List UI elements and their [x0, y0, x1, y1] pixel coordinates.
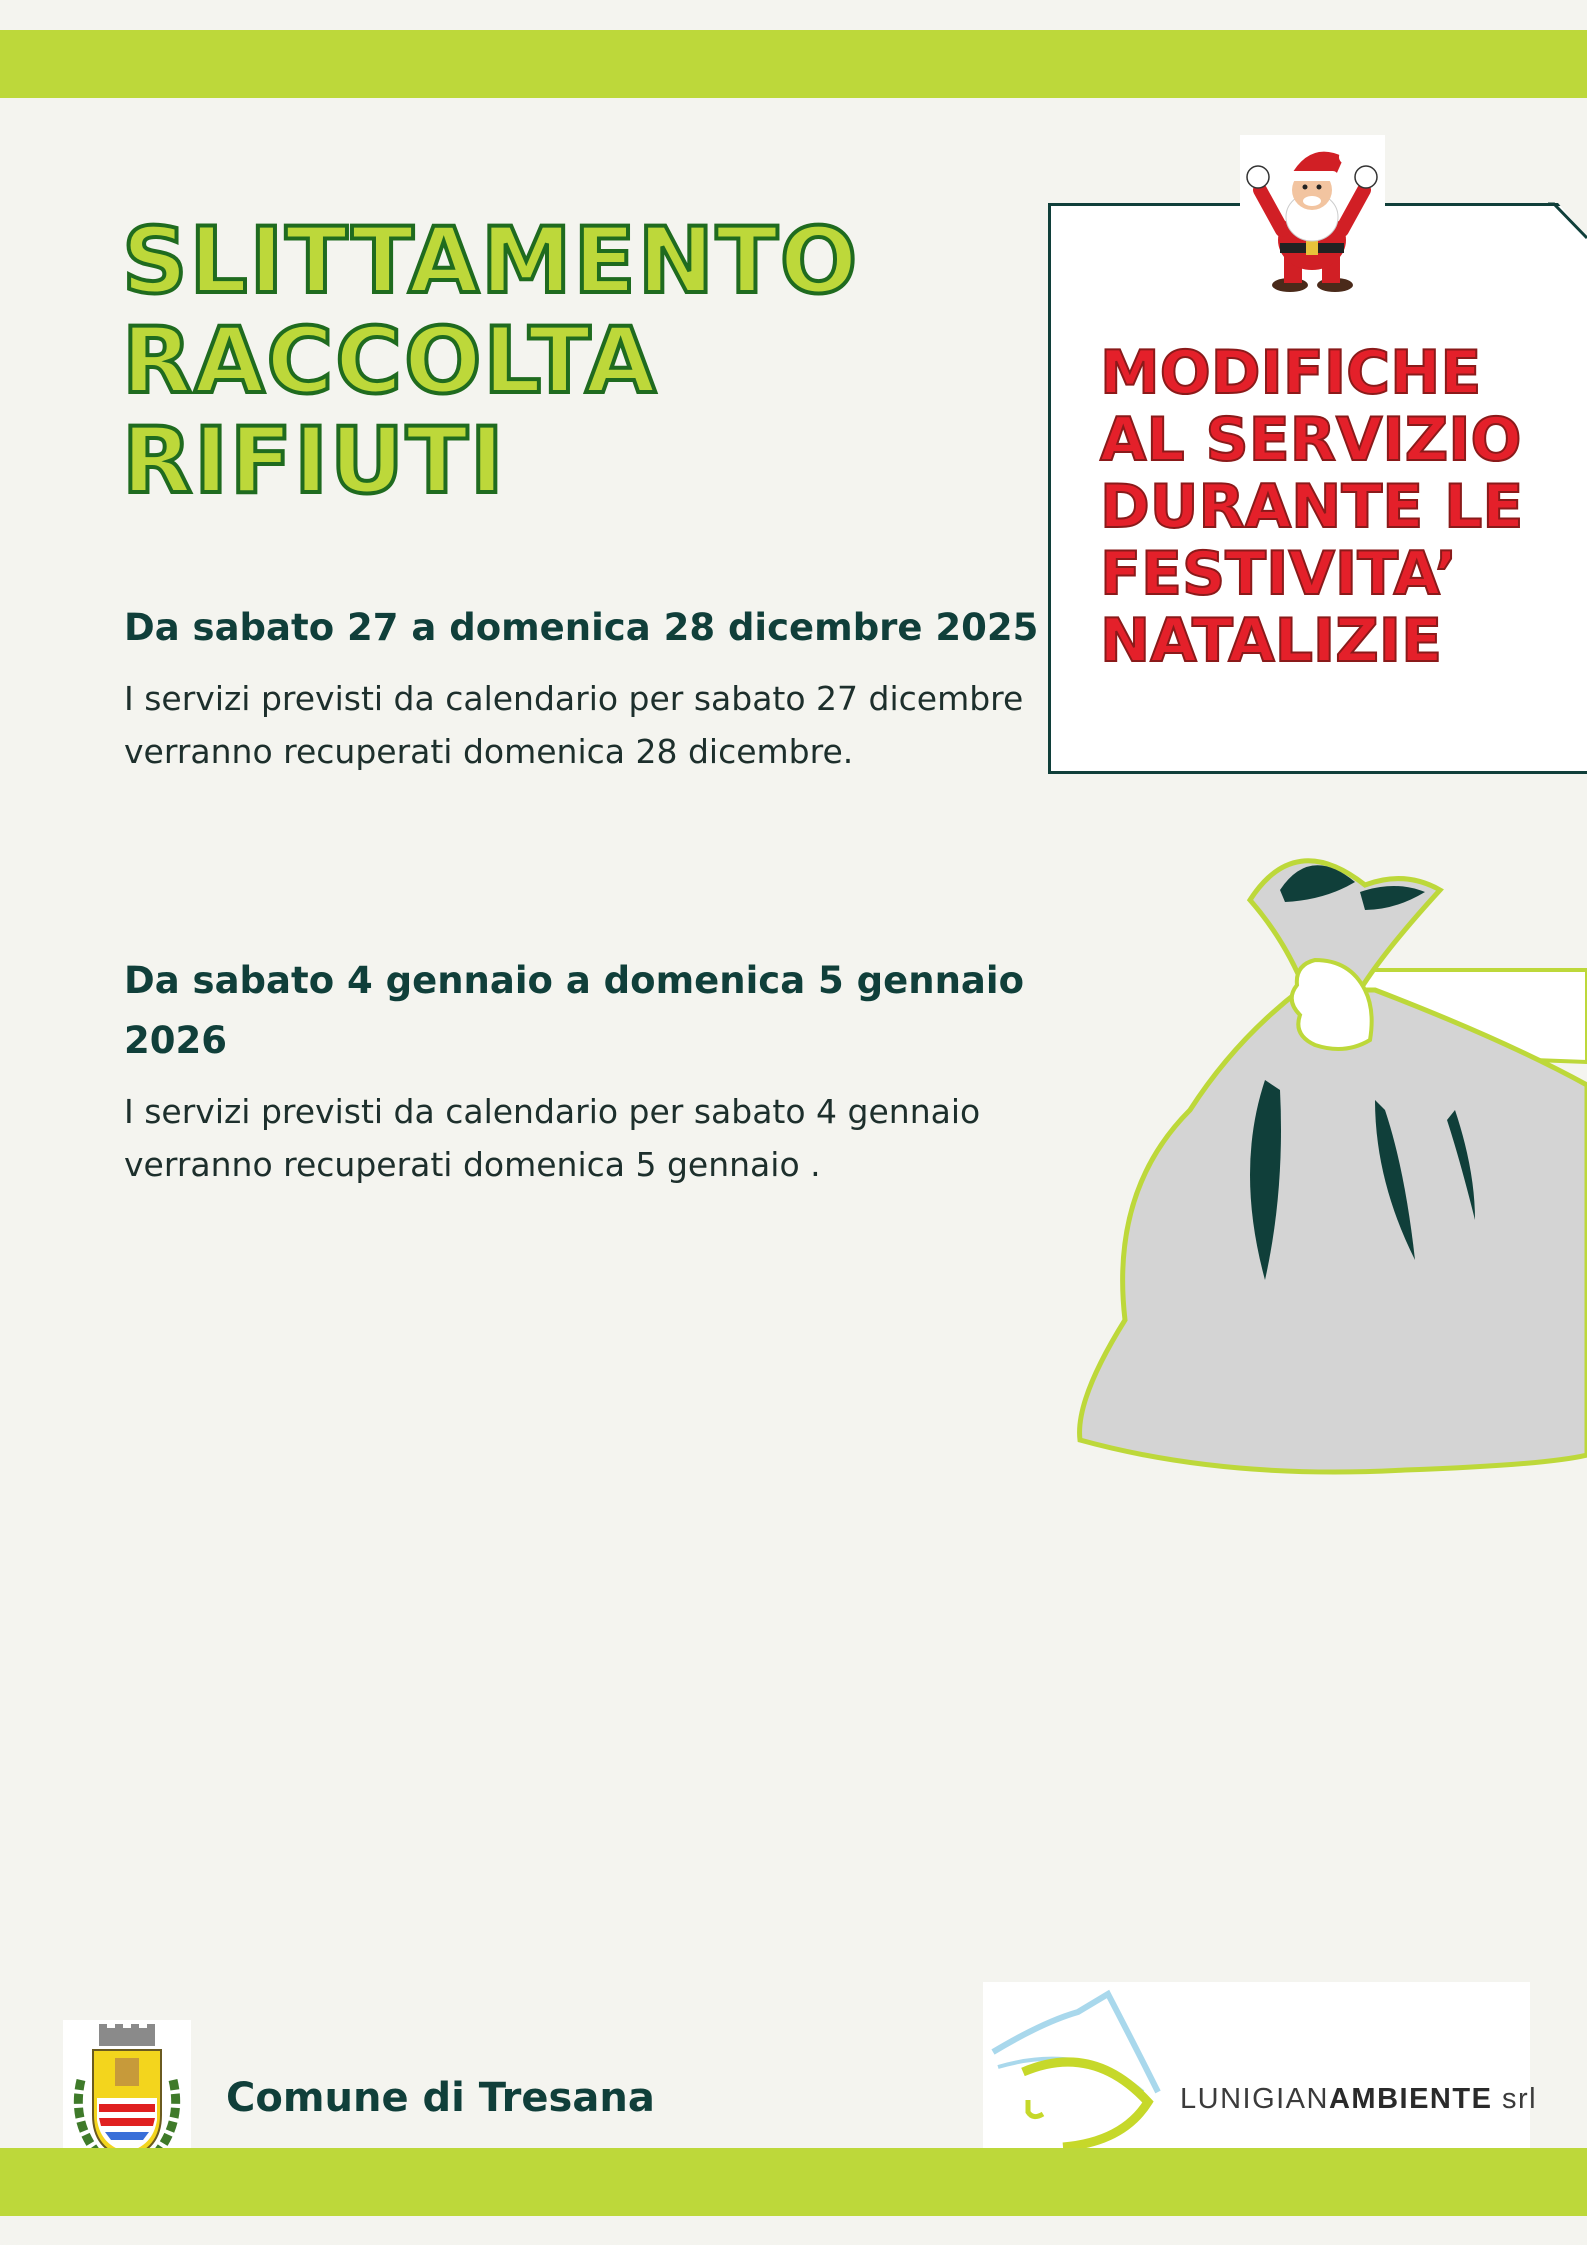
title-line: RIFIUTI [122, 409, 506, 514]
schedule-section-december [124, 598, 1054, 778]
section-body: I servizi previsti da calendario per sabato 27 dicembre verranno recuperati domenica 28 dicembre. [124, 679, 1024, 771]
logo-text-bold: AMBIENTE [1328, 2083, 1493, 2115]
top-green-band [0, 30, 1587, 98]
notice-box-folded-corner [1548, 203, 1587, 243]
title-line: RACCOLTA [122, 309, 658, 414]
section-body: I servizi previsti da calendario per sabato 4 gennaio verranno recuperati domenica 5 gennaio . [124, 1092, 981, 1184]
garbage-bag-illustration [1075, 840, 1587, 1480]
comune-name: Comune di Tresana [226, 2075, 655, 2121]
notice-line: FESTIVITA’ [1100, 539, 1458, 609]
bottom-green-band [0, 2148, 1587, 2216]
lunigianambiente-logo [983, 1982, 1530, 2168]
section-heading: Da sabato 27 a domenica 28 dicembre 2025 [124, 606, 1039, 649]
logo-text-suffix: srl [1492, 2083, 1538, 2115]
notice-line: NATALIZIE [1100, 606, 1443, 676]
section-heading: Da sabato 4 gennaio a domenica 5 gennaio 2026 [124, 959, 1024, 1062]
notice-headline [1100, 340, 1523, 675]
logo-wordmark [1180, 2083, 1537, 2116]
page-title [122, 209, 860, 514]
notice-line: DURANTE LE [1100, 472, 1524, 542]
logo-text-light: LUNIGIAN [1180, 2083, 1329, 2115]
title-line: SLITTAMENTO [122, 209, 860, 314]
notice-line: MODIFICHE [1100, 338, 1482, 408]
santa-claus-image [1240, 135, 1385, 295]
schedule-section-january [124, 951, 1054, 1191]
notice-line: AL SERVIZIO [1100, 405, 1522, 475]
